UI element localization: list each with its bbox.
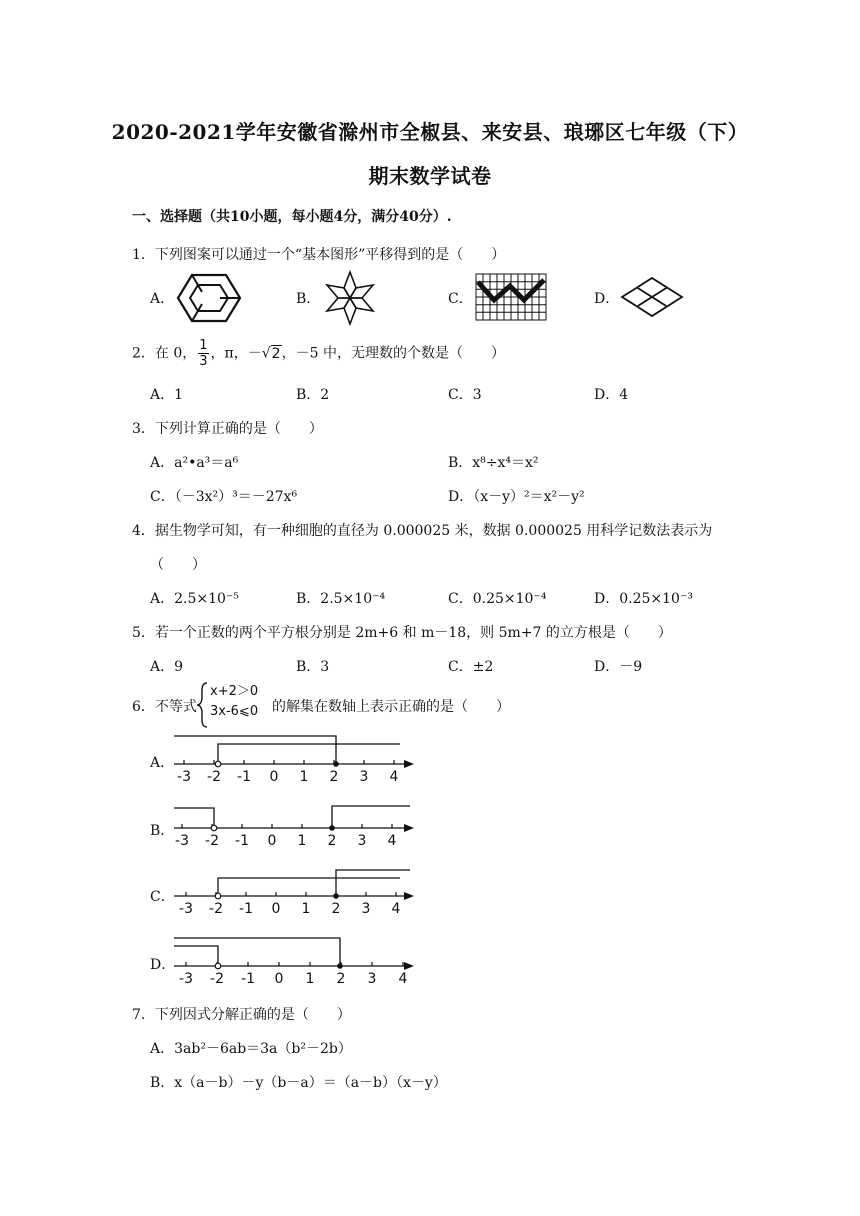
closed-dot bbox=[337, 963, 343, 969]
q6-prefix: 6．不等式 bbox=[132, 699, 197, 715]
q1-figure-d bbox=[620, 276, 684, 318]
q6-label-c: C． bbox=[150, 889, 175, 905]
q2-option-a: A．1 bbox=[150, 387, 184, 403]
tick-label: -3 bbox=[175, 833, 189, 849]
tick-label: 2 bbox=[331, 901, 341, 917]
exam-title-line2: 期末数学试卷 bbox=[368, 164, 492, 188]
q4-option-a: A．2.5×10⁻⁵ bbox=[150, 591, 239, 607]
q4-option-b: B．2.5×10⁻⁴ bbox=[296, 591, 386, 607]
q3-option-d: D．（x－y）²＝x²－y² bbox=[448, 489, 585, 505]
q3-option-c: C．（－3x²）³＝－27x⁶ bbox=[150, 489, 298, 505]
tick-label: 0 bbox=[274, 971, 284, 986]
q6-inequality-1: x+2＞0 bbox=[210, 684, 259, 699]
section-heading: 一、选择题（共10小题，每小题4分，满分40分）. bbox=[132, 209, 452, 225]
open-dot bbox=[211, 825, 217, 831]
tick-label: 3 bbox=[367, 971, 377, 986]
tick-label: 0 bbox=[267, 833, 277, 849]
q2-option-b: B．2 bbox=[296, 387, 330, 403]
q5-option-b: B．3 bbox=[296, 659, 330, 675]
tick-label: 3 bbox=[359, 769, 369, 785]
tick-label: 3 bbox=[361, 901, 371, 917]
q2-fraction bbox=[198, 338, 208, 369]
tick-label: -2 bbox=[210, 971, 224, 986]
q6-numberline-b bbox=[170, 798, 420, 854]
open-dot bbox=[215, 963, 221, 969]
q2-suffix: ，－5 中，无理数的个数是（ ） bbox=[281, 345, 505, 362]
q4-stem-line1: 4．据生物学可知，有一种细胞的直径为 0.000025 米，数据 0.000025 用科学记数法表示为 bbox=[132, 523, 713, 539]
tick-label: 1 bbox=[301, 901, 311, 917]
tick-label: 4 bbox=[387, 833, 397, 849]
q6-numberline-a bbox=[170, 730, 420, 786]
q6-label-b: B． bbox=[150, 823, 175, 839]
tick-label: 0 bbox=[271, 901, 281, 917]
q3-option-b: B．x⁸÷x⁴＝x² bbox=[448, 455, 539, 471]
q4-option-c: C．0.25×10⁻⁴ bbox=[448, 591, 547, 607]
closed-dot bbox=[333, 761, 339, 767]
tick-label: 2 bbox=[327, 833, 337, 849]
tick-label: 1 bbox=[305, 971, 315, 986]
tick-label: 2 bbox=[336, 971, 346, 986]
q1-label-a: A． bbox=[150, 291, 175, 307]
closed-dot bbox=[329, 825, 335, 831]
q1-label-c: C． bbox=[448, 291, 473, 307]
q6-label-a: A． bbox=[150, 755, 175, 771]
q4-option-d: D．0.25×10⁻³ bbox=[594, 591, 693, 607]
q2-option-d: D．4 bbox=[594, 387, 629, 403]
q2-mid: ，π，－ bbox=[210, 345, 262, 362]
q1-figure-b bbox=[322, 270, 378, 326]
open-dot bbox=[215, 893, 221, 899]
q1-label-b: B． bbox=[296, 291, 321, 307]
tick-label: -2 bbox=[207, 769, 221, 785]
open-dot bbox=[215, 761, 221, 767]
exam-title-line1: 2020-2021学年安徽省滁州市全椒县、来安县、琅琊区七年级（下） bbox=[111, 120, 749, 144]
q1-label-d: D． bbox=[594, 291, 620, 307]
q5-option-a: A．9 bbox=[150, 659, 184, 675]
tick-label: -2 bbox=[205, 833, 219, 849]
q6-inequality-system bbox=[210, 682, 258, 722]
q5-stem: 5．若一个正数的两个平方根分别是 2m+6 和 m－18，则 5m+7 的立方根是（ ） bbox=[132, 625, 672, 641]
tick-label: -3 bbox=[177, 769, 191, 785]
tick-label: 0 bbox=[269, 769, 279, 785]
tick-label: 4 bbox=[389, 769, 399, 785]
q7-option-a: A．3ab²－6ab＝3a（b²－2b） bbox=[150, 1041, 352, 1057]
tick-label: -1 bbox=[239, 901, 253, 917]
q1-stem: 1．下列图案可以通过一个“基本图形”平移得到的是（ ） bbox=[132, 247, 506, 263]
tick-label: -3 bbox=[179, 901, 193, 917]
q3-option-a: A．a²•a³＝a⁶ bbox=[150, 455, 239, 471]
q7-option-b: B．x（a－b）－y（b－a）＝（a－b）（x－y） bbox=[150, 1075, 447, 1091]
q2-sqrt: √2 bbox=[261, 345, 281, 362]
q4-stem-line2: （ ） bbox=[150, 557, 206, 573]
tick-label: 2 bbox=[329, 769, 339, 785]
tick-label: -1 bbox=[241, 971, 255, 986]
tick-label: -3 bbox=[179, 971, 193, 986]
closed-dot bbox=[333, 893, 339, 899]
q2-radicand: 2 bbox=[271, 345, 281, 362]
q1-figure-c bbox=[474, 272, 548, 322]
q6-numberline-d bbox=[170, 930, 420, 986]
q7-stem: 7．下列因式分解正确的是（ ） bbox=[132, 1007, 351, 1023]
q6-suffix: 的解集在数轴上表示正确的是（ ） bbox=[272, 699, 510, 715]
q2-fraction-denominator: 3 bbox=[199, 354, 208, 369]
tick-label: -1 bbox=[235, 833, 249, 849]
q2-prefix: 2．在 0， bbox=[132, 345, 197, 362]
q5-option-c: C．±2 bbox=[448, 659, 494, 675]
q2-fraction-numerator: 1 bbox=[199, 338, 208, 353]
tick-label: 4 bbox=[391, 901, 401, 917]
tick-label: 1 bbox=[299, 769, 309, 785]
q5-option-d: D．－9 bbox=[594, 659, 643, 675]
q2-option-c: C．3 bbox=[448, 387, 482, 403]
q3-stem: 3．下列计算正确的是（ ） bbox=[132, 421, 323, 437]
q6-label-d: D． bbox=[150, 957, 176, 973]
q6-numberline-c bbox=[170, 864, 420, 920]
q1-figure-a bbox=[176, 272, 242, 324]
tick-label: 1 bbox=[297, 833, 307, 849]
tick-label: -2 bbox=[209, 901, 223, 917]
tick-label: -1 bbox=[237, 769, 251, 785]
tick-label: 3 bbox=[357, 833, 367, 849]
q6-brace bbox=[196, 682, 208, 728]
tick-label: 4 bbox=[398, 971, 408, 986]
q2-stem bbox=[132, 338, 505, 369]
q6-inequality-2: 3x-6⩽0 bbox=[210, 704, 259, 719]
